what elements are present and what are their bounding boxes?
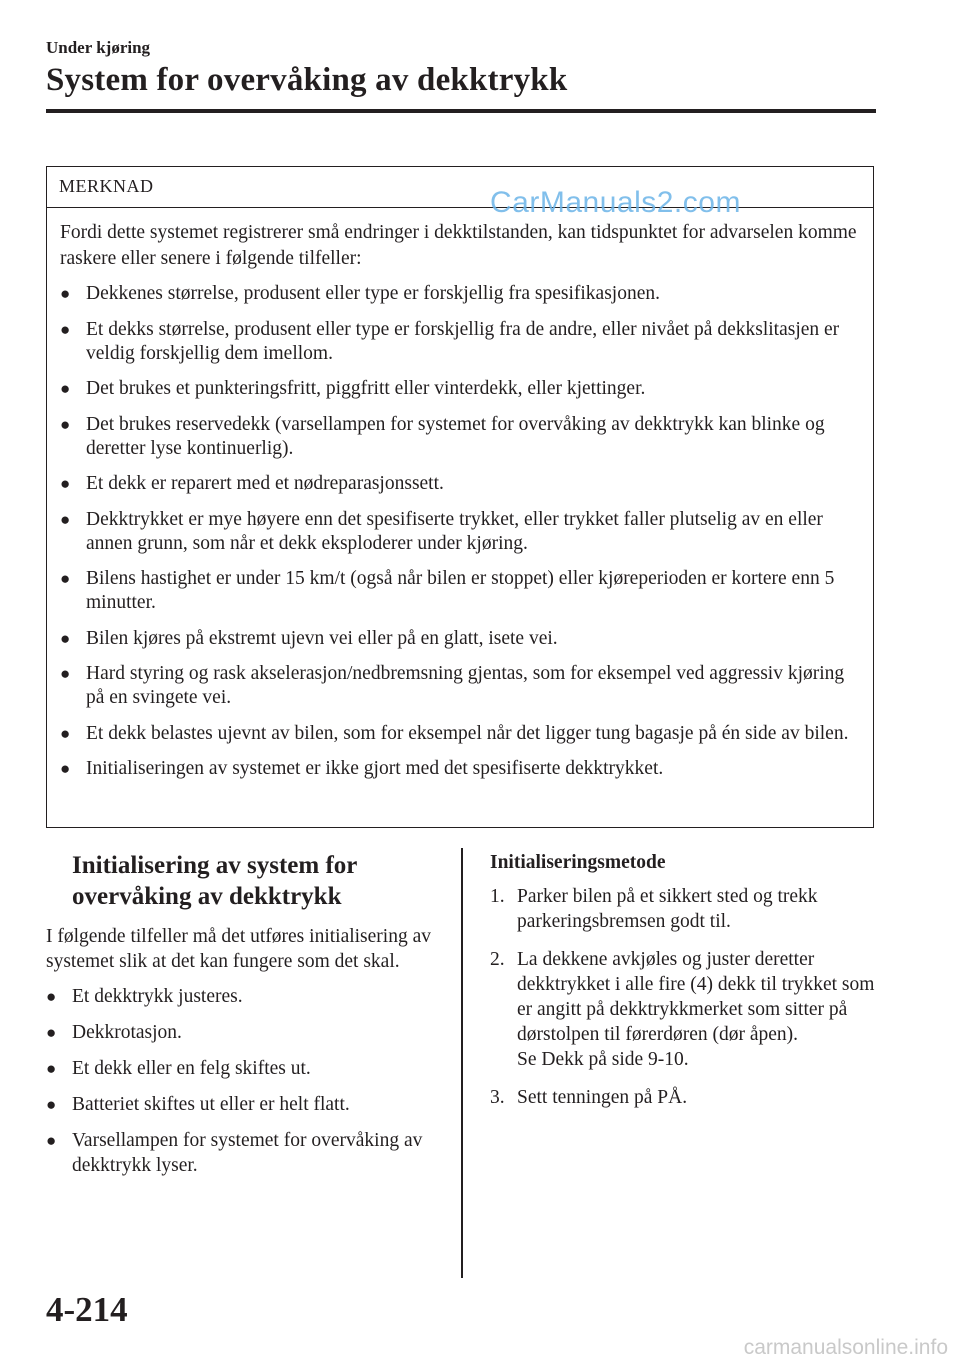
list-item-text: Et dekk eller en felg skiftes ut. (72, 1058, 311, 1079)
bullet-icon: ● (46, 1131, 57, 1150)
list-item-text: Batteriet skiftes ut eller er helt flatt. (72, 1094, 350, 1115)
bullet-icon: ● (46, 1023, 57, 1042)
section-heading-line1: Initialisering av system for (72, 852, 358, 879)
note-divider (47, 207, 873, 208)
list-item (60, 508, 865, 556)
list-item (60, 472, 865, 496)
list-item-text: Bilens hastighet er under 15 km/t (også når bilen er stoppet) eller kjøreperioden er kortere enn 5 minutter. (86, 568, 835, 613)
watermark-logo: CarManuals2.com (490, 186, 741, 219)
condition-list (46, 984, 436, 1178)
section-heading (72, 850, 436, 912)
bullet-icon: ● (60, 569, 71, 588)
bullet-icon: ● (60, 414, 71, 434)
column-divider (461, 848, 463, 1278)
step-text: Parker bilen på et sikkert sted og trekk parkeringsbremsen godt til. (517, 886, 818, 932)
list-item (46, 984, 436, 1009)
list-item-text: Et dekktrykk justeres. (72, 986, 243, 1007)
step-text: Sett tenningen på PÅ. (517, 1087, 688, 1108)
list-item (60, 722, 865, 746)
list-item-text: Det brukes et punkteringsfritt, piggfritt eller vinterdekk, eller kjettinger. (86, 378, 646, 399)
left-column (46, 850, 436, 1189)
right-column (490, 850, 880, 1123)
section-body: I følgende tilfeller må det utføres initialisering av systemet slik at det kan fungere som det skal. (46, 926, 431, 972)
list-item-text: Et dekks størrelse, produsent eller type er forskjellig fra de andre, eller nivået på dekkslitasjen er veldig forskjellig dem imellom. (86, 318, 840, 364)
bullet-icon: ● (46, 1059, 57, 1078)
bullet-icon: ● (60, 284, 71, 303)
list-item (46, 1128, 436, 1178)
bullet-icon: ● (60, 319, 71, 339)
step-number: 1. (490, 886, 505, 907)
list-item (60, 282, 865, 306)
list-item (46, 1020, 436, 1045)
list-item-text: Dekkrotasjon. (72, 1022, 182, 1043)
list-item-text: Bilen kjøres på ekstremt ujevn vei eller på en glatt, isete vei. (86, 627, 558, 649)
note-intro: Fordi dette systemet registrerer små endringer i dekktilstanden, kan tidspunktet for advarselen komme raskere eller senere i følgende tilfeller: (60, 222, 857, 269)
step-text: La dekkene avkjøles og juster deretter dekktrykket i alle fire (4) dekk til trykket som er angitt på dekktrykkmerket som sitter på dørstolpen til førerdøren (dør åpen). (517, 949, 875, 1045)
bullet-icon: ● (60, 664, 71, 683)
list-item (60, 377, 865, 401)
list-item-text: Dekktrykket er mye høyere enn det spesifiserte trykket, eller trykket faller plutselig av en eller annen grunn, som når et dekk eksploderer under kjøring. (86, 508, 823, 554)
bullet-icon: ● (60, 723, 71, 743)
step-number: 3. (490, 1087, 505, 1108)
bullet-icon: ● (46, 987, 57, 1006)
list-item-text: Initialiseringen av systemet er ikke gjort med det spesifiserte dekktrykket. (86, 758, 664, 779)
list-item (46, 1056, 436, 1081)
title-rule (46, 109, 876, 113)
steps-list (490, 884, 880, 1110)
list-item (46, 1092, 436, 1117)
list-item (60, 757, 865, 781)
step-item (490, 1085, 880, 1110)
bullet-icon: ● (60, 379, 71, 398)
section-label: Under kjøring (46, 38, 151, 57)
list-item (60, 627, 865, 651)
list-item-text: Det brukes reservedekk (varsellampen for systemet for overvåking av dekktrykk kan blinke og deretter lyse kontinuerlig). (86, 413, 825, 459)
list-item (60, 662, 865, 710)
list-item-text: Hard styring og rask akselerasjon/nedbremsning gjentas, som for eksempel ved aggressiv kjøring på en svingete vei. (86, 663, 845, 708)
bullet-icon: ● (60, 509, 71, 529)
page-number: 4-214 (46, 1290, 128, 1329)
list-item-text: Et dekk er reparert med et nødreparasjonssett. (86, 473, 444, 494)
bullet-icon: ● (46, 1095, 57, 1114)
list-item-text: Et dekk belastes ujevnt av bilen, som for eksempel når det ligger tung bagasje på én side av bilen. (86, 722, 849, 744)
bullet-icon: ● (60, 474, 71, 493)
bullet-icon: ● (60, 759, 71, 778)
step-number: 2. (490, 949, 505, 970)
list-item (60, 318, 865, 366)
step-reference: Se Dekk på side 9-10. (517, 1049, 689, 1070)
step-item (490, 947, 880, 1072)
note-list (60, 282, 865, 793)
step-item (490, 884, 880, 934)
bullet-icon: ● (60, 628, 71, 648)
page-title: System for overvåking av dekktrykk (46, 62, 568, 98)
list-item (60, 413, 865, 461)
method-heading: Initialiseringsmetode (490, 852, 666, 873)
list-item-text: Dekkenes størrelse, produsent eller type er forskjellig fra spesifikasjonen. (86, 283, 660, 304)
note-box (46, 166, 874, 828)
note-label: MERKNAD (59, 176, 154, 196)
section-heading-line2: overvåking av dekktrykk (72, 883, 342, 910)
list-item (60, 567, 865, 615)
footer-watermark: carmanualsonline.info (743, 1336, 948, 1359)
list-item-text: Varsellampen for systemet for overvåking av dekktrykk lyser. (72, 1130, 423, 1176)
